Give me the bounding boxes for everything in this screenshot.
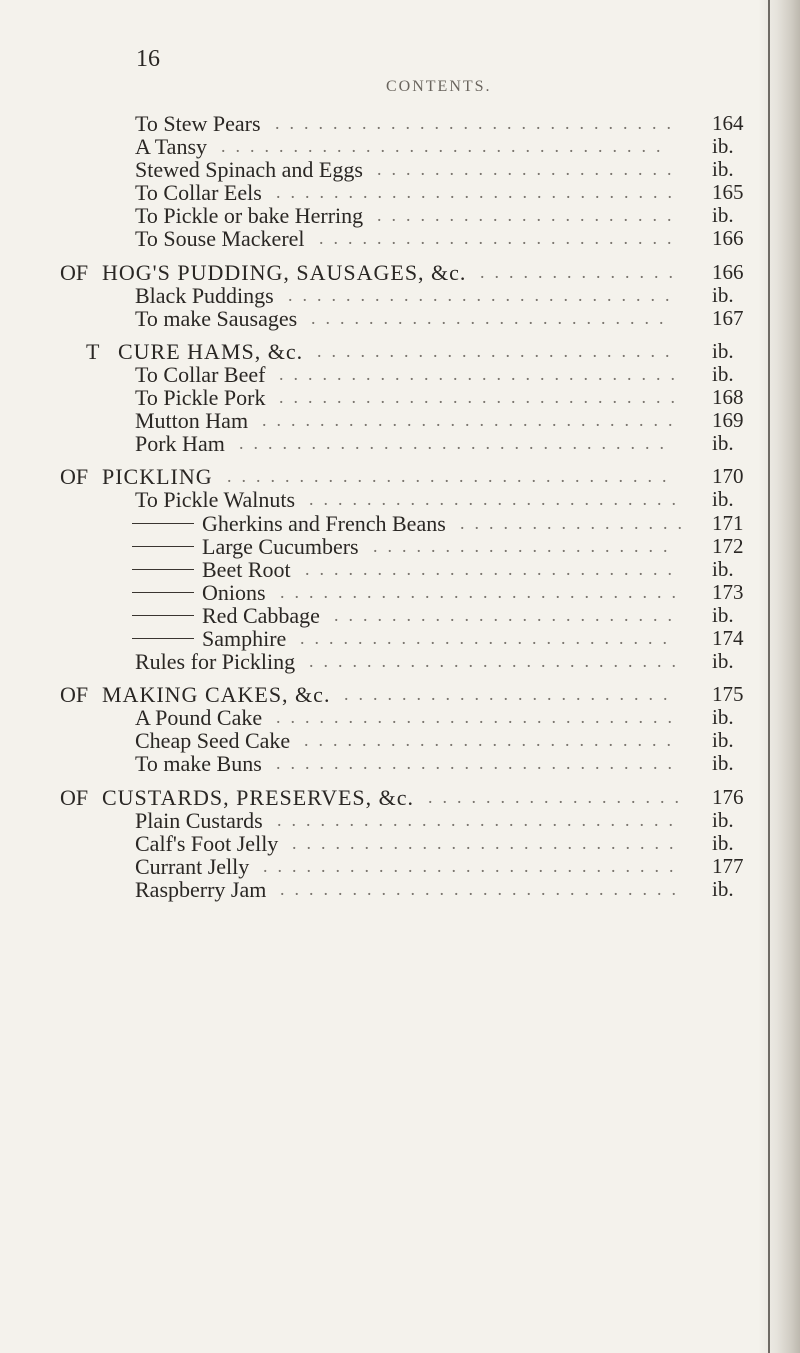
heading-prefix: OF (60, 682, 89, 708)
ditto-rule (132, 592, 194, 593)
page-reference: ib. (712, 487, 734, 512)
entry-title: Stewed Spinach and Eggs (135, 157, 363, 183)
entry-title: Calf's Foot Jelly (135, 830, 279, 856)
page-reference: 166 (712, 226, 744, 251)
page-reference: ib. (712, 602, 734, 627)
entry-title: Raspberry Jam (135, 876, 267, 902)
entry-title: CURE HAMS, &c. (118, 338, 304, 364)
page-reference: ib. (712, 830, 734, 855)
leader-dots: .......................... (309, 489, 686, 510)
contents-entry (0, 535, 800, 558)
contents-entry (0, 604, 800, 627)
leader-dots: ..................... (377, 159, 682, 180)
leader-dots: ........................... (288, 284, 680, 305)
entry-title: To Souse Mackerel (135, 226, 305, 252)
leader-dots: ......................... (311, 307, 674, 328)
entry-title: To make Sausages (135, 305, 298, 331)
entry-title: To make Buns (135, 751, 262, 777)
leader-dots: ..................... (373, 535, 678, 556)
contents-entry (0, 809, 800, 832)
entry-title: Black Puddings (135, 282, 274, 308)
page-reference: 169 (712, 408, 744, 433)
ditto-rule (132, 523, 194, 524)
contents-list (0, 112, 800, 901)
entry-title: A Tansy (135, 134, 208, 160)
contents-entry (0, 386, 800, 409)
entry-title: Mutton Ham (135, 408, 249, 434)
entry-title: Rules for Pickling (135, 649, 296, 675)
entry-title: To Pickle Pork (135, 385, 266, 411)
ditto-rule (132, 546, 194, 547)
page-reference: ib. (712, 705, 734, 730)
contents-entry (0, 284, 800, 307)
contents-entry (0, 135, 800, 158)
entry-title: Gherkins and French Beans (202, 510, 446, 536)
entry-title: PICKLING (102, 464, 213, 490)
page-reference: 175 (712, 682, 744, 707)
section-heading (0, 261, 800, 284)
contents-entry (0, 181, 800, 204)
page-reference: 172 (712, 533, 744, 558)
contents-entry (0, 855, 800, 878)
ditto-rule (132, 569, 194, 570)
contents-entry (0, 650, 800, 673)
entry-title: To Collar Eels (135, 180, 262, 206)
page-reference: 166 (712, 259, 744, 284)
leader-dots: ............................ (276, 182, 682, 203)
leader-dots: ............................ (276, 753, 682, 774)
leader-dots: ........................... (292, 832, 684, 853)
page-reference: 165 (712, 180, 744, 205)
page-reference: ib. (712, 751, 734, 776)
entry-title: A Pound Cake (135, 705, 263, 731)
leader-dots: .......................... (309, 651, 686, 672)
contents-entry (0, 752, 800, 775)
page-reference: ib. (712, 807, 734, 832)
entry-title: CUSTARDS, PRESERVES, &c. (102, 784, 415, 810)
section-heading (0, 465, 800, 488)
entry-title: To Collar Beef (135, 361, 266, 387)
entry-title: Cheap Seed Cake (135, 728, 291, 754)
entry-title: Large Cucumbers (202, 533, 359, 559)
leader-dots: ......................... (317, 340, 680, 361)
page-reference: ib. (712, 431, 734, 456)
entry-title: To Stew Pears (135, 111, 261, 136)
contents-entry (0, 409, 800, 432)
ditto-rule (132, 615, 194, 616)
page-reference: 167 (712, 305, 744, 330)
page-reference: 176 (712, 784, 744, 809)
entry-title: Onions (202, 579, 266, 605)
heading-prefix: OF (60, 259, 89, 285)
contents-entry (0, 729, 800, 752)
leader-dots: ............................... (227, 466, 677, 487)
contents-entry (0, 558, 800, 581)
leader-dots: .............................. (239, 433, 674, 454)
entry-title: Beet Root (202, 556, 291, 582)
leader-dots: .......................... (304, 730, 681, 751)
leader-dots: ............................ (280, 878, 686, 899)
leader-dots: ......................... (319, 228, 682, 249)
contents-entry (0, 158, 800, 181)
leader-dots: .......................... (305, 558, 682, 579)
entry-title: To Pickle or bake Herring (135, 203, 364, 229)
section-heading (0, 683, 800, 706)
leader-dots: ............................ (277, 809, 683, 830)
page-reference: ib. (712, 361, 734, 386)
contents-entry (0, 878, 800, 901)
entry-title: Red Cabbage (202, 602, 320, 628)
contents-entry (0, 363, 800, 386)
leader-dots: ....................... (344, 684, 678, 705)
page-reference: ib. (712, 203, 734, 228)
contents-entry (0, 706, 800, 729)
leader-dots: ............................ (280, 581, 686, 602)
contents-entry (0, 832, 800, 855)
running-title: CONTENTS. (386, 78, 492, 95)
contents-entry (0, 112, 800, 135)
entry-title: Samphire (202, 625, 287, 651)
section-heading (0, 786, 800, 809)
contents-entry (0, 204, 800, 227)
heading-prefix: OF (60, 464, 89, 490)
page-reference: ib. (712, 157, 734, 182)
contents-entry (0, 627, 800, 650)
page-reference: 170 (712, 464, 744, 489)
entry-title: HOG'S PUDDING, SAUSAGES, &c. (102, 259, 467, 285)
page-reference: 171 (712, 510, 744, 535)
heading-prefix: T (86, 338, 100, 364)
leader-dots: ................ (460, 512, 692, 533)
page-number: 16 (136, 46, 160, 72)
leader-dots: ............................... (221, 136, 671, 157)
leader-dots: ............................. (263, 855, 684, 876)
leader-dots: .............. (480, 261, 683, 282)
leader-dots: ............................ (276, 707, 682, 728)
page-reference: ib. (712, 556, 734, 581)
leader-dots: ........................ (334, 604, 682, 625)
page-reference: ib. (712, 649, 734, 674)
entry-title: Currant Jelly (135, 853, 250, 879)
leader-dots: .................. (428, 786, 689, 807)
leader-dots: ..................... (377, 205, 682, 226)
contents-entry (0, 581, 800, 604)
contents-entry (0, 512, 800, 535)
page-reference: 177 (712, 853, 744, 878)
ditto-rule (132, 638, 194, 639)
leader-dots: ............................ (275, 113, 681, 133)
page-reference: ib. (712, 876, 734, 901)
heading-prefix: OF (60, 784, 89, 810)
leader-dots: ............................. (262, 410, 683, 431)
page-reference: ib. (712, 728, 734, 753)
leader-dots: ............................ (279, 387, 685, 408)
section-heading (0, 340, 800, 363)
entry-title: Pork Ham (135, 431, 225, 457)
leader-dots: .......................... (300, 627, 677, 648)
contents-entry (0, 227, 800, 250)
entry-title: MAKING CAKES, &c. (102, 682, 331, 708)
page-reference: ib. (712, 282, 734, 307)
contents-entry (0, 307, 800, 330)
page-reference: 173 (712, 579, 744, 604)
page-reference: ib. (712, 338, 734, 363)
entry-title: To Pickle Walnuts (135, 487, 296, 513)
page-reference: ib. (712, 134, 734, 159)
entry-title: Plain Custards (135, 807, 263, 833)
page-reference: 174 (712, 625, 744, 650)
leader-dots: ............................ (279, 363, 685, 384)
page-reference: 164 (712, 111, 744, 135)
page-reference: 168 (712, 385, 744, 410)
contents-entry (0, 432, 800, 455)
contents-entry (0, 488, 800, 511)
